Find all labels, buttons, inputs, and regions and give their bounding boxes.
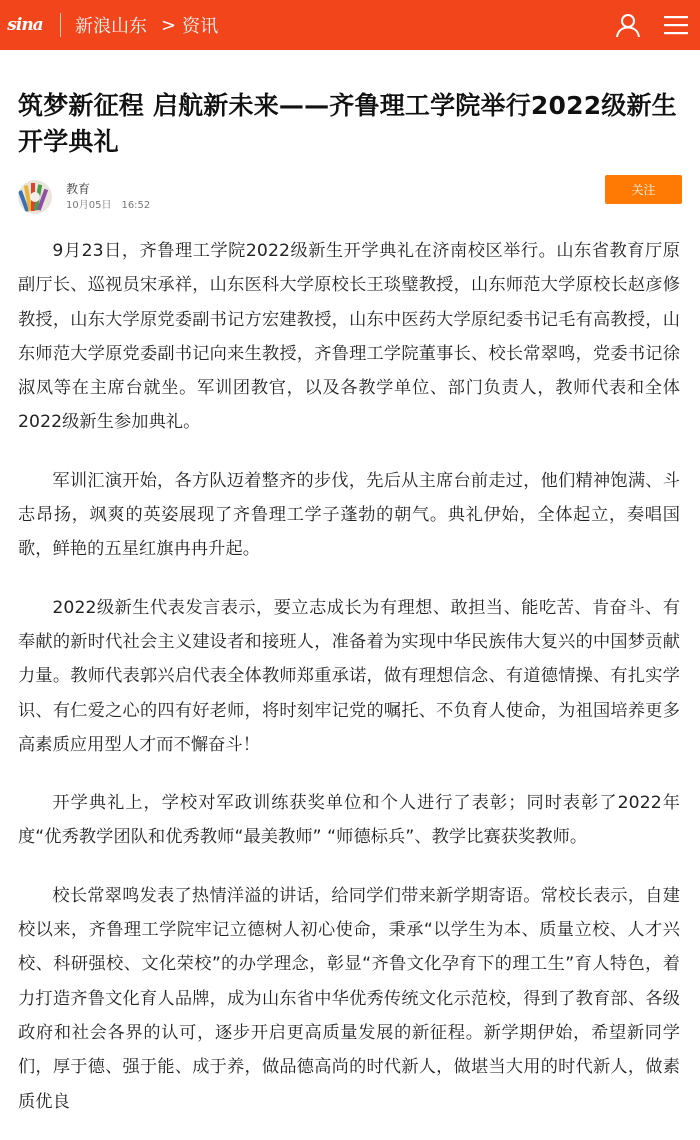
logo-text: sina: [7, 15, 43, 35]
follow-button[interactable]: 关注: [605, 175, 682, 204]
hamburger-menu-icon: [664, 14, 688, 36]
article-body: [18, 234, 680, 1119]
author-name[interactable]: 教育: [66, 181, 91, 196]
article-paragraph: 军训汇演开始，各方队迈着整齐的步伐，先后从主席台前走过，他们精神饱满、斗志昂扬，飒爽的英姿展现了齐鲁理工学子蓬勃的朝气。典礼伊始，全体起立，奏唱国歌，鲜艳的五星红旗冉冉升起。: [18, 470, 680, 560]
article-paragraph: 9月23日，齐鲁理工学院2022级新生开学典礼在济南校区举行。山东省教育厅原副厅长、巡视员宋承祥，山东医科大学原校长王琰璧教授，山东师范大学原校长赵彦修教授，山东大学原党委副书记方宏建教授，山东中医药大学原纪委书记毛有高教授，山东师范大学原党委副书记向来生教授，齐鲁理工学院董事长、校长常翠鸣，党委书记徐淑凤等在主席台就坐。军训团教官，以及各教学单位、部门负责人，教师代表和全体2022级新生参加典礼。: [18, 241, 680, 433]
user-account-button[interactable]: [604, 0, 652, 50]
article-paragraph: 2022级新生代表发言表示，要立志成长为有理想、敢担当、能吃苦、肯奋斗、有奉献的新时代社会主义建设者和接班人，准备着为实现中华民族伟大复兴的中国梦贡献力量。教师代表郭兴启代表全体教师郑重承诺，做有理想信念、有道德情操、有扎实学识、有仁爱之心的四有好老师，将时刻牢记党的嘱托、不负育人使命，为祖国培养更多高素质应用型人才而不懈奋斗！: [18, 597, 680, 755]
author-bar: [18, 178, 682, 216]
publish-time: [66, 199, 160, 213]
sina-logo[interactable]: [0, 0, 50, 50]
chevron-right-icon: >: [161, 14, 177, 36]
author-avatar[interactable]: [18, 180, 52, 214]
breadcrumb[interactable]: [161, 12, 218, 38]
article-paragraph: 开学典礼上，学校对军政训练获奖单位和个人进行了表彰；同时表彰了2022年度“优秀教学团队和优秀教师“最美教师” “师德标兵”、教学比赛获奖教师。: [18, 793, 680, 848]
menu-button[interactable]: [652, 0, 700, 50]
avatar-image: [18, 180, 52, 214]
publish-date: 10月05日: [66, 199, 112, 211]
article-title: 筑梦新征程 启航新未来——齐鲁理工学院举行2022级新生开学典礼: [18, 91, 677, 156]
user-icon: [615, 12, 641, 38]
top-bar: [0, 0, 700, 50]
article-paragraph: 校长常翠鸣发表了热情洋溢的讲话，给同学们带来新学期寄语。常校长表示，自建校以来，齐鲁理工学院牢记立德树人初心使命，秉承“以学生为本、质量立校、人才兴校、科研强校、文化荣校”的办学理念，彰显“齐鲁文化孕育下的理工生”育人特色，着力打造齐鲁文化育人品牌，成为山东省中华优秀传统文化示范校，得到了教育部、各级政府和社会各界的认可，逐步开启更高质量发展的新征程。新学期伊始，希望新同学们，厚于德、强于能、成于养，做品德高尚的时代新人，做堪当大用的时代新人，做素质优良: [18, 885, 680, 1112]
section-label: 资讯: [182, 16, 219, 37]
site-name-link[interactable]: 新浪山东: [75, 16, 147, 37]
publish-clock: 16:52: [121, 199, 151, 211]
header-divider: [60, 13, 61, 37]
